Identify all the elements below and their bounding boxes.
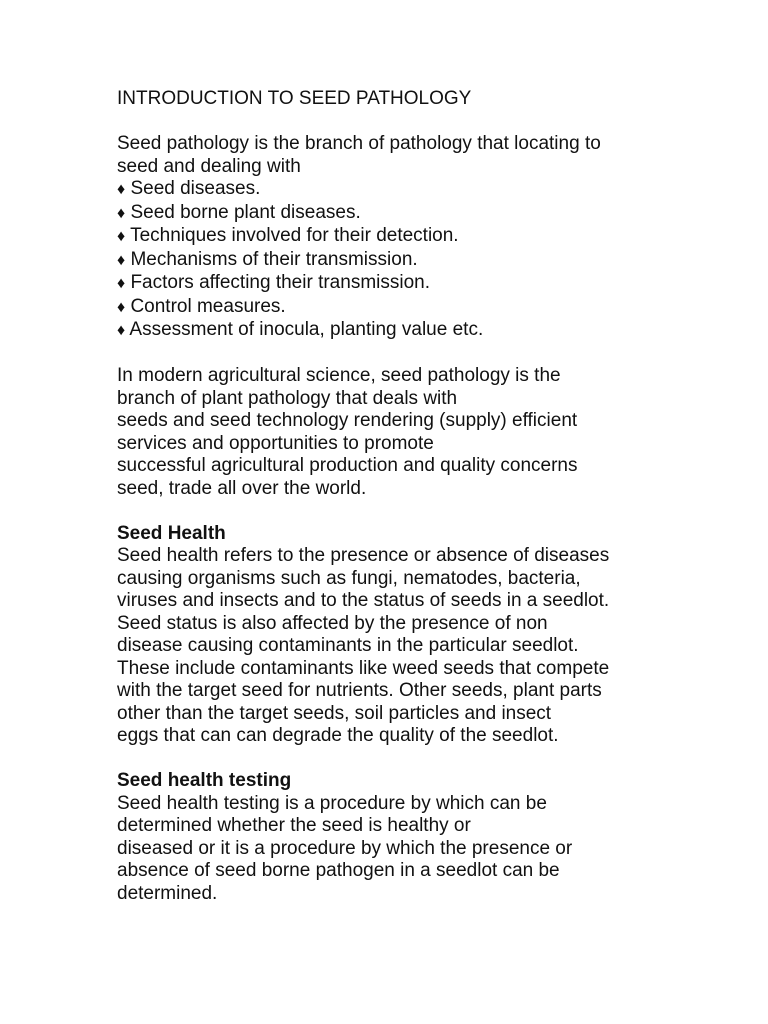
diamond-bullet-icon: ♦ bbox=[117, 298, 126, 316]
spacer bbox=[117, 111, 757, 134]
diamond-bullet-icon: ♦ bbox=[117, 322, 126, 339]
paragraph-line: determined. bbox=[117, 882, 218, 904]
diamond-bullet-icon: ♦ bbox=[117, 228, 126, 245]
diamond-bullet-icon: ♦ bbox=[117, 204, 126, 222]
intro-paragraph bbox=[117, 133, 757, 178]
list-item bbox=[117, 249, 757, 273]
paragraph-line: seed and dealing with bbox=[117, 155, 301, 177]
spacer bbox=[117, 500, 757, 523]
section-heading: Seed health testing bbox=[117, 770, 292, 791]
paragraph-line: Seed pathology is the branch of pathology that locating to bbox=[117, 133, 601, 154]
spacer bbox=[117, 343, 757, 366]
paragraph-line: seed, trade all over the world. bbox=[117, 477, 367, 499]
list-item bbox=[117, 296, 757, 320]
topic-bullet-list bbox=[117, 178, 757, 343]
list-item-text: Seed borne plant diseases. bbox=[130, 201, 361, 223]
document-title: INTRODUCTION TO SEED PATHOLOGY bbox=[117, 88, 472, 109]
paragraph-line: These include contaminants like weed seeds that compete bbox=[117, 657, 610, 679]
paragraph-line: absence of seed borne pathogen in a seedlot can be bbox=[117, 860, 560, 881]
list-item-text: Seed diseases. bbox=[130, 178, 261, 199]
paragraph-line: other than the target seeds, soil particles and insect bbox=[117, 702, 552, 724]
paragraph-line: determined whether the seed is healthy or bbox=[117, 815, 471, 836]
diamond-bullet-icon: ♦ bbox=[117, 251, 126, 269]
paragraph-line: disease causing contaminants in the particular seedlot. bbox=[117, 635, 579, 656]
paragraph-line: eggs that can can degrade the quality of the seedlot. bbox=[117, 725, 559, 746]
paragraph-line: viruses and insects and to the status of seeds in a seedlot. bbox=[117, 590, 610, 611]
paragraph-line: Seed health refers to the presence or absence of diseases bbox=[117, 545, 610, 566]
document-page bbox=[117, 88, 757, 905]
list-item bbox=[117, 225, 757, 249]
paragraph-line: services and opportunities to promote bbox=[117, 432, 434, 454]
paragraph-line: successful agricultural production and quality concerns bbox=[117, 455, 578, 476]
paragraph-line: Seed status is also affected by the presence of non bbox=[117, 612, 548, 634]
paragraph-line: seeds and seed technology rendering (supply) efficient bbox=[117, 410, 578, 431]
list-item bbox=[117, 319, 757, 343]
section-heading: Seed Health bbox=[117, 522, 226, 544]
list-item bbox=[117, 272, 757, 296]
spacer bbox=[117, 748, 757, 771]
paragraph-line: with the target seed for nutrients. Other seeds, plant parts bbox=[117, 680, 602, 701]
list-item-text: Assessment of inocula, planting value etc. bbox=[129, 319, 484, 340]
list-item-text: Control measures. bbox=[130, 295, 286, 317]
paragraph-line: diseased or it is a procedure by which the presence or bbox=[117, 837, 573, 859]
diamond-bullet-icon: ♦ bbox=[117, 275, 126, 292]
diamond-bullet-icon: ♦ bbox=[117, 181, 126, 198]
list-item bbox=[117, 202, 757, 226]
list-item bbox=[117, 178, 757, 202]
list-item-text: Factors affecting their transmission. bbox=[130, 272, 430, 293]
paragraph-line: In modern agricultural science, seed pathology is the bbox=[117, 365, 561, 386]
modern-science-paragraph bbox=[117, 365, 757, 500]
list-item-text: Mechanisms of their transmission. bbox=[130, 248, 418, 270]
seed-health-section bbox=[117, 523, 757, 748]
paragraph-line: causing organisms such as fungi, nematodes, bacteria, bbox=[117, 567, 581, 589]
paragraph-line: Seed health testing is a procedure by which can be bbox=[117, 792, 547, 814]
list-item-text: Techniques involved for their detection. bbox=[130, 225, 459, 246]
seed-health-testing-section bbox=[117, 770, 757, 905]
paragraph-line: branch of plant pathology that deals with bbox=[117, 387, 458, 409]
